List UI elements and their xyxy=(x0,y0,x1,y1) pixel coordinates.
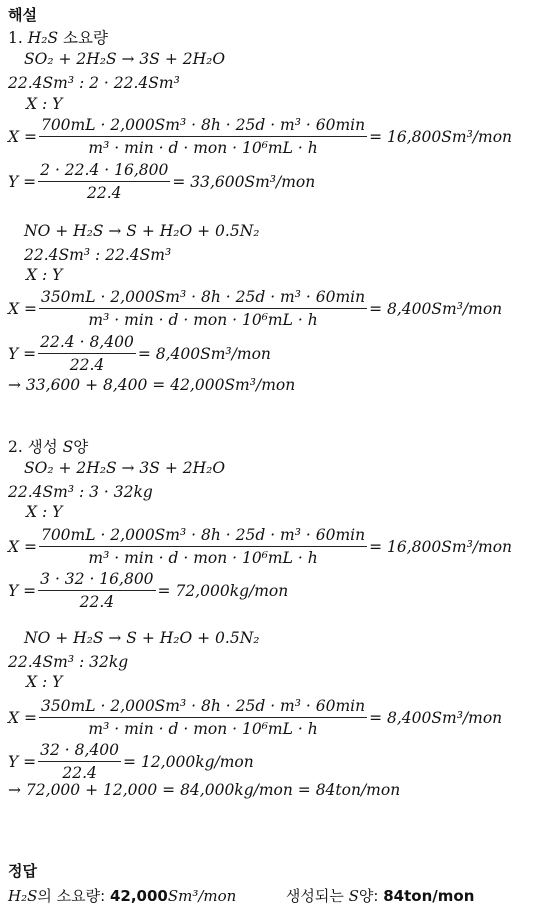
s1-r2-ratio: 22.4Sm³ : 22.4Sm³ xyxy=(24,246,172,264)
answer-h2s-value: 42,000 xyxy=(109,887,168,905)
fraction: $\frac{\text{700mL · 2,000Sm³ · 8h · 25d · m³ · 60min}}{\text{m³ · min · d · mon · 10⁶mL · h}}$ xyxy=(40,526,366,567)
s1-reaction2: NO + H₂S → S + H₂O + 0.5N₂ xyxy=(24,222,260,240)
s1-r1-ratio: 22.4Sm³ : 2 · 22.4Sm³ xyxy=(8,74,180,92)
s1-r1-xy: X : Y xyxy=(26,95,63,113)
fraction: $\frac{\text{350mL · 2,000Sm³ · 8h · 25d · m³ · 60min}}{\text{m³ · min · d · mon · 10⁶mL · h}}$ xyxy=(40,288,366,329)
answer-line: H₂S의 소요량: 42,000Sm³/mon 생성되는 S양: 84ton/mon xyxy=(8,887,475,905)
s2-r1-xy: X : Y xyxy=(26,503,63,521)
fraction: $\frac{\text{700mL · 2,000Sm³ · 8h · 25d · m³ · 60min}}{\text{m³ · min · d · mon · 10⁶mL · h}}$ xyxy=(40,116,366,157)
s1-r2-x-equation: X = $\frac{\text{350mL · 2,000Sm³ · 8h · 25d · m³ · 60min}}{\text{m³ · min · d · mon · 10⁶mL · h}}$ = 8,400Sm³/mon xyxy=(8,288,503,329)
fraction: $\frac{32 \cdot 8,400}{22.4}$ xyxy=(40,741,120,782)
fraction: $\frac{22.4 \cdot 8,400}{22.4}$ xyxy=(40,333,134,374)
s1-r2-y-equation: Y = $\frac{22.4 \cdot 8,400}{22.4}$ = 8,400Sm³/mon xyxy=(8,333,271,374)
s1-reaction1: SO₂ + 2H₂S → 3S + 2H₂O xyxy=(24,50,226,68)
section2-heading: 2. 생성 S양 xyxy=(8,438,89,456)
s2-r2-xy: X : Y xyxy=(26,673,63,691)
s2-r1-ratio: 22.4Sm³ : 3 · 32kg xyxy=(8,483,153,501)
s1-total: → 33,600 + 8,400 = 42,000Sm³/mon xyxy=(8,376,296,394)
fraction: $\frac{\text{350mL · 2,000Sm³ · 8h · 25d · m³ · 60min}}{\text{m³ · min · d · mon · 10⁶mL · h}}$ xyxy=(40,697,366,738)
fraction: $\frac{2 \cdot 22.4 \cdot 16,800}{22.4}$ xyxy=(40,161,169,202)
s1-r2-xy: X : Y xyxy=(26,266,63,284)
fraction: $\frac{3 \cdot 32 \cdot 16,800}{22.4}$ xyxy=(40,570,154,611)
s2-reaction1: SO₂ + 2H₂S → 3S + 2H₂O xyxy=(24,459,226,477)
s2-r2-ratio: 22.4Sm³ : 32kg xyxy=(8,653,129,671)
answer-title: 정답 xyxy=(8,862,37,880)
answer-s-value: 84ton/mon xyxy=(383,887,475,905)
s2-total: → 72,000 + 12,000 = 84,000kg/mon = 84ton/mon xyxy=(8,781,401,799)
s2-r1-y-equation: Y = $\frac{3 \cdot 32 \cdot 16,800}{22.4}$ = 72,000kg/mon xyxy=(8,570,289,611)
s2-r2-y-equation: Y = $\frac{32 \cdot 8,400}{22.4}$ = 12,000kg/mon xyxy=(8,741,254,782)
solution-title: 해설 xyxy=(8,6,37,24)
s2-r2-x-equation: X = $\frac{\text{350mL · 2,000Sm³ · 8h · 25d · m³ · 60min}}{\text{m³ · min · d · mon · 10⁶mL · h}}$ = 8,400Sm³/mon xyxy=(8,697,503,738)
s1-r1-y-equation: Y = $\frac{2 \cdot 22.4 \cdot 16,800}{22.4}$ = 33,600Sm³/mon xyxy=(8,161,316,202)
s1-r1-x-equation: X = $\frac{\text{700mL · 2,000Sm³ · 8h · 25d · m³ · 60min}}{\text{m³ · min · d · mon · 10⁶mL · h}}$ = 16,800Sm³/mon xyxy=(8,116,513,157)
section1-heading: 1. H₂S 소요량 xyxy=(8,29,108,47)
s2-r1-x-equation: X = $\frac{\text{700mL · 2,000Sm³ · 8h · 25d · m³ · 60min}}{\text{m³ · min · d · mon · 10⁶mL · h}}$ = 16,800Sm³/mon xyxy=(8,526,513,567)
s2-reaction2: NO + H₂S → S + H₂O + 0.5N₂ xyxy=(24,629,260,647)
